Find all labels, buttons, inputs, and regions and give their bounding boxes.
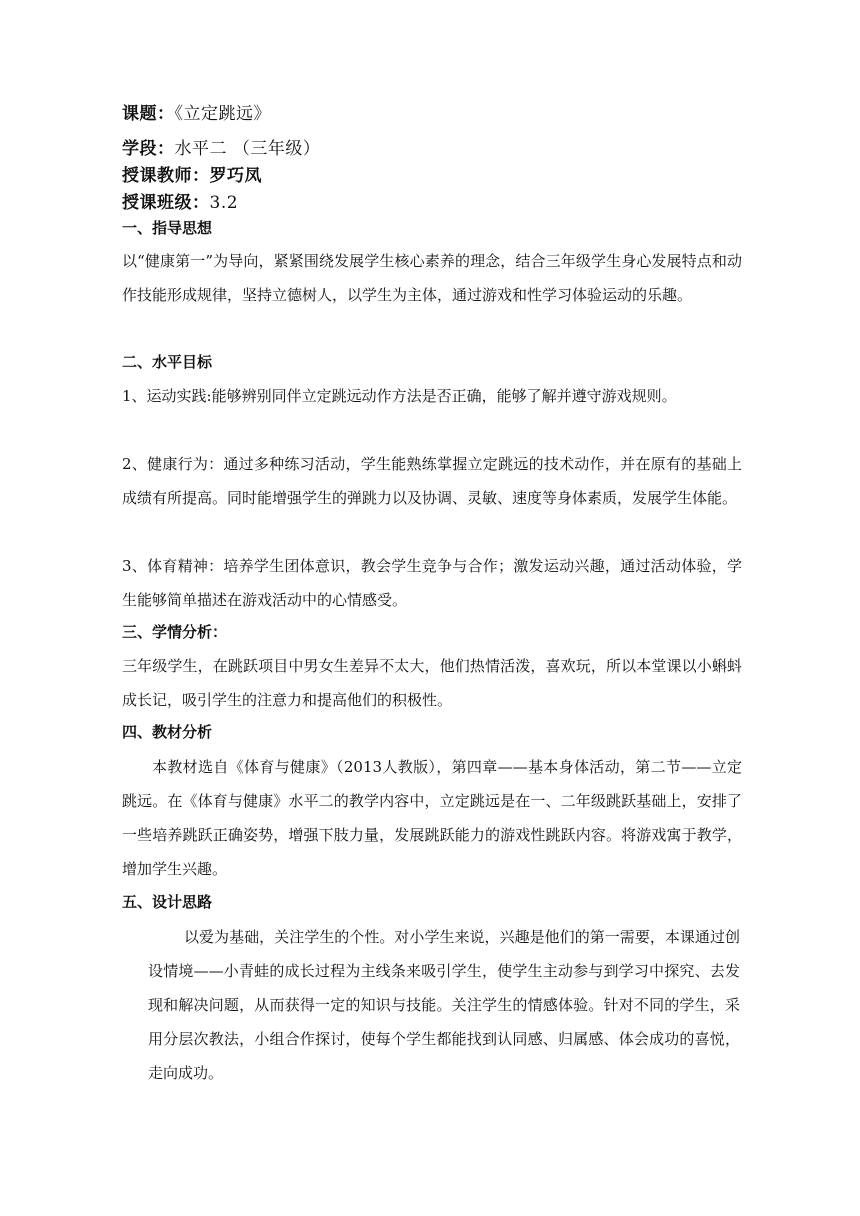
section-heading-design-idea: 五、设计思路 (122, 893, 213, 911)
stage-value: 水平二 （三年级） (174, 139, 321, 159)
class-line (122, 190, 238, 216)
section-heading-guiding-ideology: 一、指导思想 (122, 219, 213, 237)
topic-label: 课题： (122, 104, 175, 124)
design-idea-text: 以爱为基础，关注学生的个性。对小学生来说，兴趣是他们的第一需要，本课通过创设情境——小青蛙的成长过程为主线条来吸引学生，使学生主动参与到学习中探究、去发现和解决问题，从而获得一定的知识与技能。关注学生的情感体验。针对不同的学生，采用分层次教法，小组合作探讨，使每个学生都能找到认同感、归属感、体会成功的喜悦，走向成功。 (148, 928, 740, 1082)
teacher-label: 授课教师： (122, 166, 210, 186)
textbook-analysis-text: 本教材选自《体育与健康》（2013人教版），第四章——基本身体活动，第二节——立定跳远。在《体育与健康》水平二的教学内容中，立定跳远是在一、二年级跳跃基础上，安排了一些培养跳跃正确姿势，增强下肢力量，发展跳跃能力的游戏性跳跃内容。将游戏寓于教学，增加学生兴趣。 (122, 758, 742, 878)
topic-line (122, 101, 271, 127)
section-heading-student-analysis: 三、学情分析： (122, 623, 228, 641)
guiding-ideology-text: 以“健康第一”为导向，紧紧围绕发展学生核心素养的理念，结合三年级学生身心发展特点和动作技能形成规律，坚持立德树人，以学生为主体，通过游戏和性学习体验运动的乐趣。 (122, 252, 742, 304)
teacher-value: 罗巧凤 (209, 166, 262, 186)
section-heading-textbook-analysis: 四、教材分析 (122, 723, 213, 741)
class-label: 授课班级： (122, 193, 210, 213)
goal-item-1: 1、运动实践:能够辨别同伴立定跳远动作方法是否正确，能够了解并遵守游戏规则。 (122, 387, 677, 405)
goal-item-3: 3、体育精神：培养学生团体意识，教会学生竞争与合作；激发运动兴趣，通过活动体验，学生能够简单描述在游戏活动中的心情感受。 (122, 557, 742, 609)
topic-value: 《立定跳远》 (174, 104, 271, 124)
goal-item-2: 2、健康行为：通过多种练习活动，学生能熟练掌握立定跳远的技术动作，并在原有的基础上成绩有所提高。同时能增强学生的弹跳力以及协调、灵敏、速度等身体素质，发展学生体能。 (122, 455, 742, 507)
stage-label: 学段： (122, 139, 175, 159)
student-analysis-text: 三年级学生，在跳跃项目中男女生差异不太大，他们热情活泼，喜欢玩，所以本堂课以小蝌蚪成长记，吸引学生的注意力和提高他们的积极性。 (122, 657, 742, 709)
teacher-line (122, 163, 262, 189)
section-heading-level-goals: 二、水平目标 (122, 353, 213, 371)
stage-line (122, 136, 320, 162)
class-value: 3.2 (209, 193, 239, 213)
